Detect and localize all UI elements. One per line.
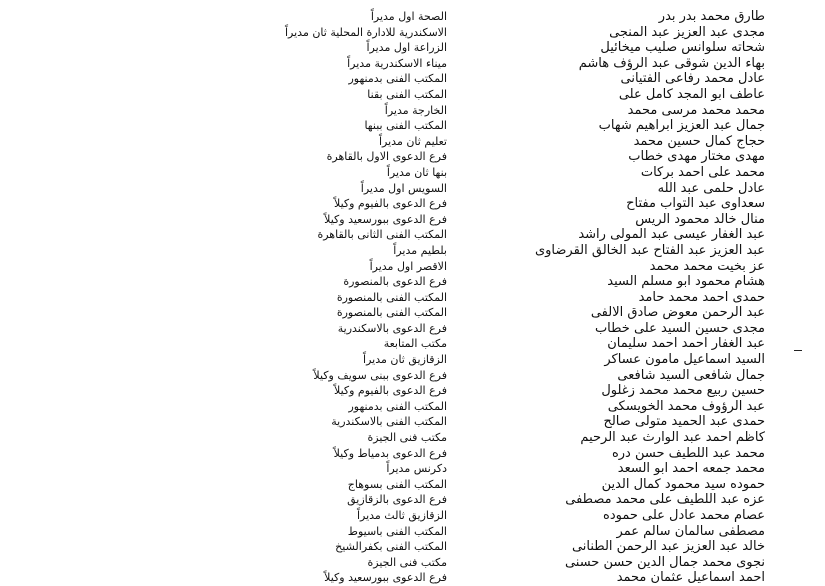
name-row: بهاء الدين شوقى عبد الرؤف هاشم	[578, 55, 765, 71]
position-row: المكتب الفنى بقنا	[367, 87, 447, 101]
position-row: المكتب الفنى بكفرالشيخ	[335, 540, 447, 554]
position-row: الزقازيق ثان مديراً	[363, 353, 447, 367]
position-row: فرع الدعوى ببنى سويف وكيلاً	[313, 368, 447, 382]
name-row: حموده سيد محمود كمال الدين	[601, 476, 765, 492]
position-row: دكرنس مديراً	[386, 462, 447, 476]
position-row: فرع الدعوى بالاسكندرية	[337, 321, 447, 335]
position-row: تعليم ثان مديراً	[379, 134, 447, 148]
name-row: جمال شافعى السيد شافعى	[617, 367, 765, 383]
name-row: خالد عبد العزيز عبد الرحمن الطنانى	[571, 539, 765, 555]
position-row: الزراعة اول مديراً	[366, 41, 447, 55]
name-row: عبد الغفار عيسى عبد المولى راشد	[578, 227, 765, 243]
position-row: المكتب الفنى بدمنهور	[348, 72, 447, 86]
position-row: المكتب الفنى بالمنصورة	[336, 306, 447, 320]
position-row: مكتب فنى الجيزة	[367, 555, 447, 569]
name-row: مصطفى سالمان سالم عمر	[616, 523, 765, 539]
name-row: مجدى حسين السيد على خطاب	[594, 320, 765, 336]
name-row: عادل حلمى عبد الله	[657, 180, 765, 196]
position-row: فرع الدعوى بالمنصورة	[343, 275, 447, 289]
dash-mark	[794, 350, 802, 351]
name-row: عبد العزيز عبد الفتاح عبد الخالق القرضاوى	[534, 242, 765, 258]
name-row: محمد عبد اللطيف حسن دره	[611, 445, 765, 461]
position-row: فرع الدعوى ببورسعيد وكيلاً	[324, 212, 447, 226]
name-row: عبد الرؤوف محمد الخويسكى	[607, 398, 765, 414]
position-row: فرع الدعوى ببورسعيد وكيلاً	[324, 571, 447, 585]
name-row: عبد الرحمن معوض صادق الالفى	[590, 305, 765, 321]
position-row: المكتب الفنى بالاسكندرية	[331, 415, 447, 429]
name-row: حمدى احمد محمد حامد	[638, 289, 765, 305]
position-row: السويس اول مديراً	[360, 181, 447, 195]
name-row: محمد على احمد بركات	[640, 164, 765, 180]
position-row: فرع الدعوى بالفيوم وكيلاً	[334, 384, 447, 398]
name-row: كاظم احمد عبد الوارث عبد الرحيم	[580, 430, 765, 446]
name-row: حمدى عبد الحميد متولى صالح	[603, 414, 765, 430]
position-row: فرع الدعوى بالفيوم وكيلاً	[334, 197, 447, 211]
name-row: سعداوى عبد التواب مفتاح	[626, 196, 765, 212]
position-row: بلطيم مديراً	[393, 243, 447, 257]
position-row: المكتب الفنى باسيوط	[347, 524, 447, 538]
position-row: مكتب فنى الجيزة	[367, 431, 447, 445]
position-row: الصحة اول مديراً	[370, 10, 447, 23]
name-row: عز بخيت محمد محمد	[649, 258, 765, 274]
name-row: طارق محمد بدر بدر	[658, 9, 765, 24]
name-row: نجوى محمد جمال الدين حسن حسنى	[564, 554, 765, 570]
name-row: محمد محمد مرسى محمد	[627, 102, 765, 118]
name-row: محمد جمعه احمد ابو السعد	[617, 461, 765, 477]
position-row: المكتب الفنى بسوهاج	[347, 477, 447, 491]
position-row: المكتب الفنى الثانى بالقاهرة	[317, 228, 447, 242]
name-row: منال خالد محمود الريس	[635, 211, 765, 227]
name-row: عادل محمد رفاعى الفتيانى	[620, 71, 765, 87]
position-row: بنها ثان مديراً	[386, 165, 447, 179]
name-row: هشام محمود ابو مسلم السيد	[607, 274, 765, 290]
name-row: احمد اسماعيل عثمان محمد	[616, 570, 765, 586]
position-row: فرع الدعوى بالزقازيق	[347, 493, 447, 507]
name-row: عاطف ابو المجد كامل على	[618, 86, 765, 102]
position-row: فرع الدعوى بدمياط وكيلاً	[333, 446, 447, 460]
position-row: ميناء الاسكندرية مديراً	[347, 56, 447, 70]
name-row: شحاته سلوانس صليب ميخائيل	[600, 40, 765, 56]
positions-column	[207, 9, 447, 586]
name-row: عصام محمد عادل على حموده	[603, 508, 765, 523]
name-row: حسين ربيع محمد محمد زغلول	[601, 383, 765, 399]
position-row: الاسكندرية للادارة المحلية ثان مديراً	[285, 25, 447, 39]
name-row: مجدى عبد العزيز عبد المنجى	[609, 24, 765, 40]
name-row: عبد الغفار احمد احمد سليمان	[607, 336, 765, 352]
position-row: المكتب الفنى ببنها	[364, 119, 447, 133]
name-row: جمال عبد العزيز ابراهيم شهاب	[598, 118, 765, 134]
position-row: الزقازيق ثالث مديراً	[356, 509, 447, 522]
position-row: المكتب الفنى بدمنهور	[348, 399, 447, 413]
name-row: السيد اسماعيل مامون عساكر	[604, 352, 765, 368]
name-row: حجاج كمال حسين محمد	[633, 133, 765, 149]
position-row: الخارجة مديراً	[384, 103, 447, 117]
position-row: الاقصر اول مديراً	[369, 259, 447, 273]
position-row: فرع الدعوى الاول بالقاهرة	[326, 150, 447, 164]
names-column	[465, 9, 765, 586]
position-row: المكتب الفنى بالمنصورة	[336, 290, 447, 304]
name-row: مهدى مختار مهدى خطاب	[628, 149, 765, 165]
name-row: عزه عبد اللطيف على محمد مصطفى	[565, 492, 765, 508]
position-row: مكتب المتابعة	[383, 337, 447, 351]
